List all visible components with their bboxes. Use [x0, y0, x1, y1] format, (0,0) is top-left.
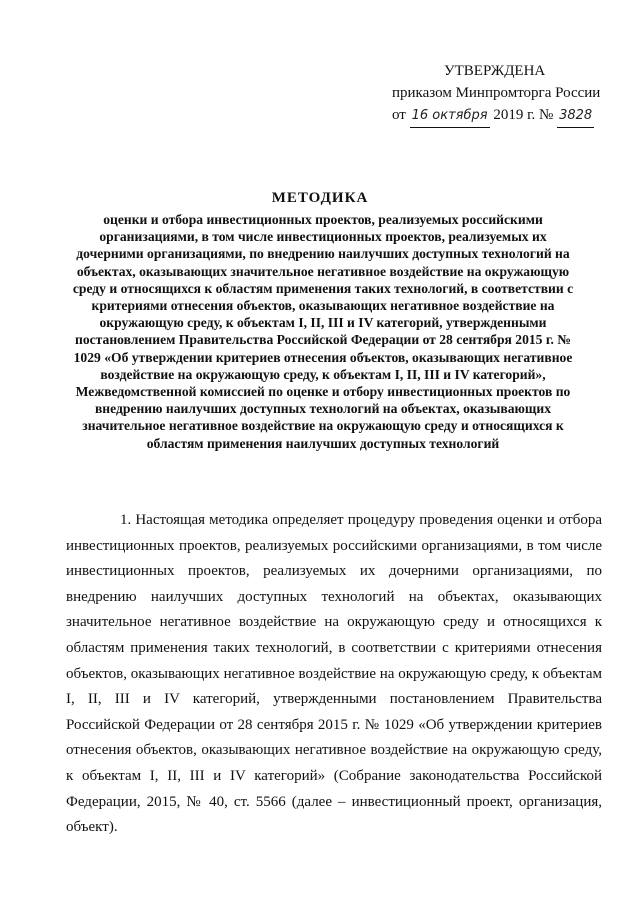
approval-order-line: приказом Минпромторга России [392, 85, 601, 101]
handwritten-date: 16 октября [410, 105, 490, 128]
paragraph-1: 1. Настоящая методика определяет процедуру проведения оценки и отбора инвестиционных проектов, реализуемых российскими организациями, в том числе инвестиционных проектов, реализуемых их дочерними организациями, по внедрению наилучших доступных технологий на объектах, оказывающих значительное негативное воздействие на окружающую среду и относящихся к областям применения таких технологий, в соответствии с критериями отнесения объектов, оказывающих негативное воздействие на окружающую среду, к объектам I, II, III и IV категорий, утвержденными постановлением Правительства Российской Федерации от 28 сентября 2015 г. № 1029 «Об утверждении критериев отнесения объектов, оказывающих негативное воздействие на окружающую среду, к объектам I, II, III и IV категорий» (Собрание законодательства Российской Федерации, 2015, № 40, ст. 5566 (далее – инвестиционный проект, организация, объект). [66, 512, 602, 836]
approval-date-line [392, 104, 622, 128]
approval-heading: УТВЕРЖДЕНА [444, 63, 546, 79]
document-subtitle: оценки и отбора инвестиционных проектов, реализуемых российскими организациями, в том числе инвестиционных проектов, реализуемых их дочерними организациями, по внедрению наилучших доступных технологий на объектах, оказывающих значительное негативное воздействие на окружающую среду и относящихся к областям применения таких технологий, в соответствии с критериями отнесения объектов, оказывающих негативное воздействие на окружающую среду, к объектам I, II, III и IV категорий, утвержденными постановлением Правительства Российской Федерации от 28 сентября 2015 г. № 1029 «Об утверждении критериев отнесения объектов, оказывающих негативное воздействие на окружающую среду, к объектам I, II, III и IV категорий», Межведомственной комиссией по оценке и отбору инвестиционных проектов по внедрению наилучших доступных технологий на объектах, оказывающих значительное негативное воздействие на окружающую среду и относящихся к областям применения наилучших доступных технологий [72, 212, 574, 451]
handwritten-number: 3828 [557, 105, 594, 128]
year-text: 2019 г. № [493, 107, 554, 123]
approval-block [392, 60, 622, 128]
document-title: МЕТОДИКА [271, 190, 369, 206]
date-prefix: от [392, 107, 406, 123]
